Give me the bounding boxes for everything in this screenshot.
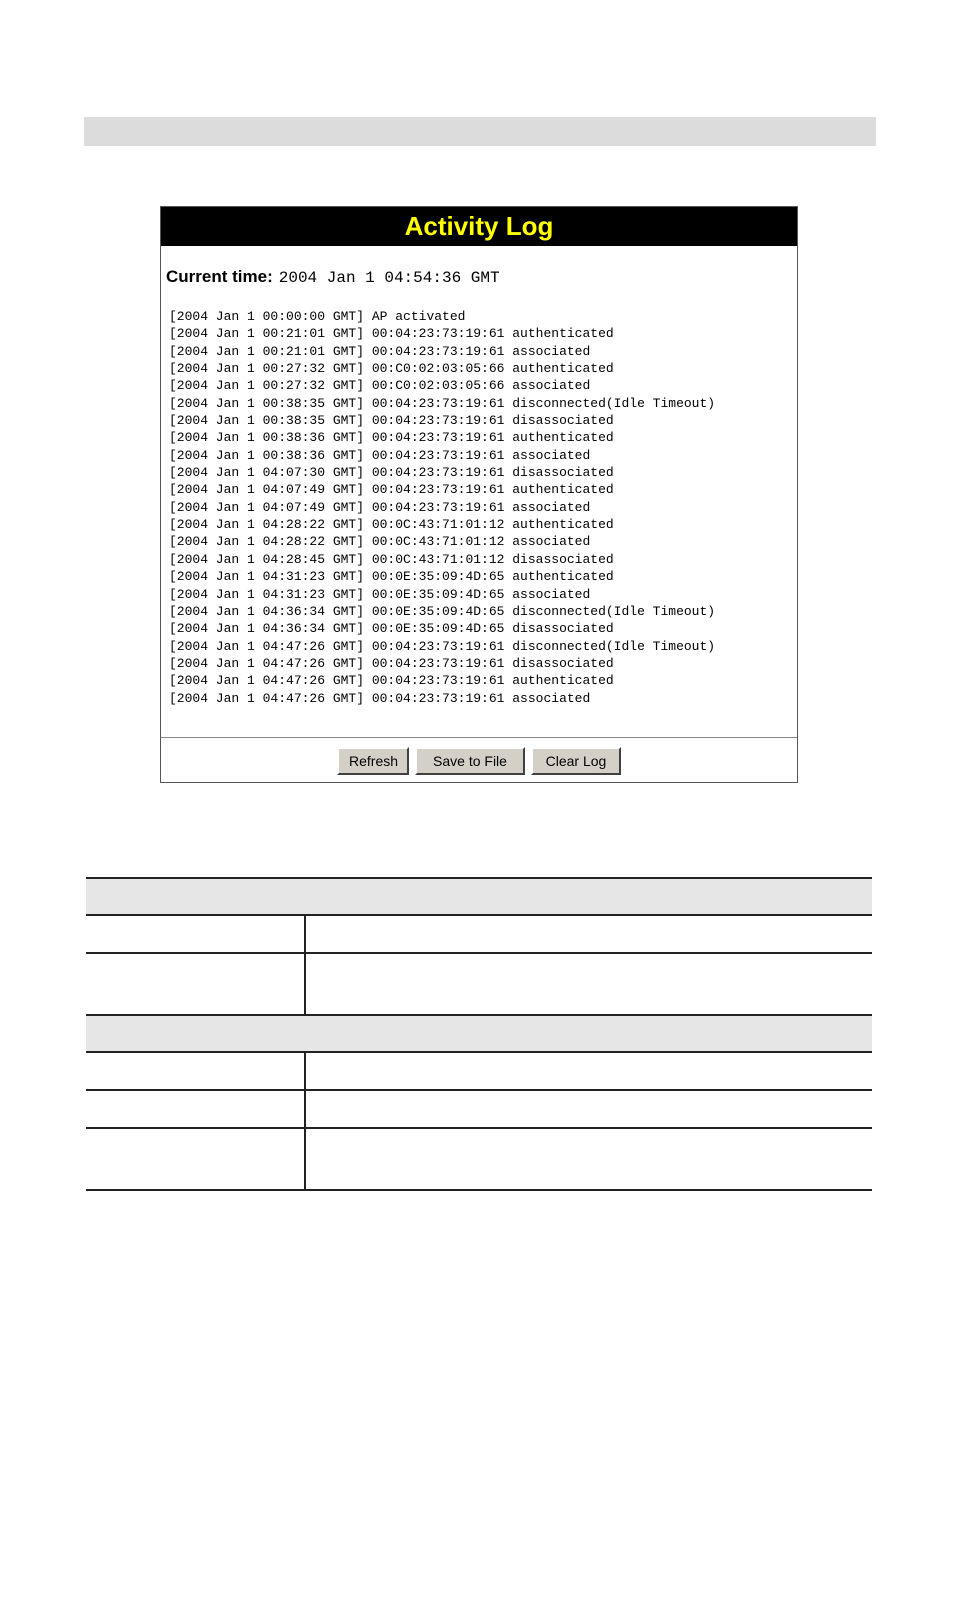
log-entry: [2004 Jan 1 04:47:26 GMT] 00:04:23:73:19:61 authenticated <box>169 673 614 689</box>
table-row <box>86 1090 872 1128</box>
table-cell <box>305 1128 872 1190</box>
log-entry: [2004 Jan 1 00:27:32 GMT] 00:C0:02:03:05:66 authenticated <box>169 361 614 377</box>
table-row <box>86 1052 872 1090</box>
log-entry: [2004 Jan 1 00:38:36 GMT] 00:04:23:73:19:61 associated <box>169 447 591 463</box>
table-cell <box>305 953 872 1015</box>
table-row <box>86 953 872 1015</box>
log-entry: [2004 Jan 1 04:31:23 GMT] 00:0E:35:09:4D:65 associated <box>169 586 591 602</box>
table-row <box>86 1128 872 1190</box>
log-entry: [2004 Jan 1 04:36:34 GMT] 00:0E:35:09:4D:65 disconnected(Idle Timeout) <box>169 603 716 619</box>
table-section-cell <box>86 1015 872 1052</box>
section-header-bar <box>84 117 876 146</box>
log-entry: [2004 Jan 1 00:21:01 GMT] 00:04:23:73:19:61 associated <box>169 343 591 359</box>
button-bar <box>161 747 797 775</box>
log-entry: [2004 Jan 1 00:21:01 GMT] 00:04:23:73:19:61 authenticated <box>169 326 614 342</box>
table-cell <box>305 1052 872 1090</box>
log-entry: [2004 Jan 1 04:07:49 GMT] 00:04:23:73:19:61 authenticated <box>169 482 614 498</box>
table-section-header <box>86 1015 872 1052</box>
refresh-button[interactable]: Refresh <box>337 747 409 775</box>
save-to-file-button[interactable]: Save to File <box>415 747 525 775</box>
table-section-cell <box>86 878 872 915</box>
table-section-header <box>86 878 872 915</box>
table-cell <box>86 1090 305 1128</box>
table-cell <box>86 1128 305 1190</box>
log-entry: [2004 Jan 1 04:31:23 GMT] 00:0E:35:09:4D:65 authenticated <box>169 569 614 585</box>
log-entry: [2004 Jan 1 04:28:22 GMT] 00:0C:43:71:01:12 authenticated <box>169 517 614 533</box>
log-entry: [2004 Jan 1 00:00:00 GMT] AP activated <box>169 309 466 324</box>
panel-title: Activity Log <box>161 207 797 246</box>
current-time-value: 2004 Jan 1 04:54:36 GMT <box>278 269 500 287</box>
log-entry: [2004 Jan 1 04:07:49 GMT] 00:04:23:73:19:61 associated <box>169 499 591 515</box>
log-entry: [2004 Jan 1 04:47:26 GMT] 00:04:23:73:19:61 disassociated <box>169 655 614 671</box>
log-entry: [2004 Jan 1 04:47:26 GMT] 00:04:23:73:19:61 disconnected(Idle Timeout) <box>169 638 716 654</box>
table-cell <box>305 1090 872 1128</box>
clear-log-button[interactable]: Clear Log <box>531 747 621 775</box>
log-entry: [2004 Jan 1 04:28:22 GMT] 00:0C:43:71:01:12 associated <box>169 534 591 550</box>
table-row <box>86 915 872 953</box>
table-cell <box>86 1052 305 1090</box>
log-entry: [2004 Jan 1 00:38:36 GMT] 00:04:23:73:19:61 authenticated <box>169 430 614 446</box>
current-time <box>166 267 500 287</box>
activity-log-panel <box>160 206 798 783</box>
log-entry: [2004 Jan 1 00:27:32 GMT] 00:C0:02:03:05:66 associated <box>169 378 591 394</box>
log-entry: [2004 Jan 1 04:47:26 GMT] 00:04:23:73:19:61 associated <box>169 690 591 706</box>
settings-table <box>86 877 872 1191</box>
log-entry: [2004 Jan 1 00:38:35 GMT] 00:04:23:73:19:61 disassociated <box>169 413 614 429</box>
log-list <box>169 308 715 707</box>
table-cell <box>86 915 305 953</box>
log-entry: [2004 Jan 1 04:07:30 GMT] 00:04:23:73:19:61 disassociated <box>169 465 614 481</box>
log-entry: [2004 Jan 1 00:38:35 GMT] 00:04:23:73:19:61 disconnected(Idle Timeout) <box>169 395 716 411</box>
divider <box>161 737 797 738</box>
current-time-label: Current time: <box>166 267 273 286</box>
table-cell <box>86 953 305 1015</box>
log-entry: [2004 Jan 1 04:36:34 GMT] 00:0E:35:09:4D:65 disassociated <box>169 621 614 637</box>
table-cell <box>305 915 872 953</box>
log-entry: [2004 Jan 1 04:28:45 GMT] 00:0C:43:71:01:12 disassociated <box>169 551 614 567</box>
